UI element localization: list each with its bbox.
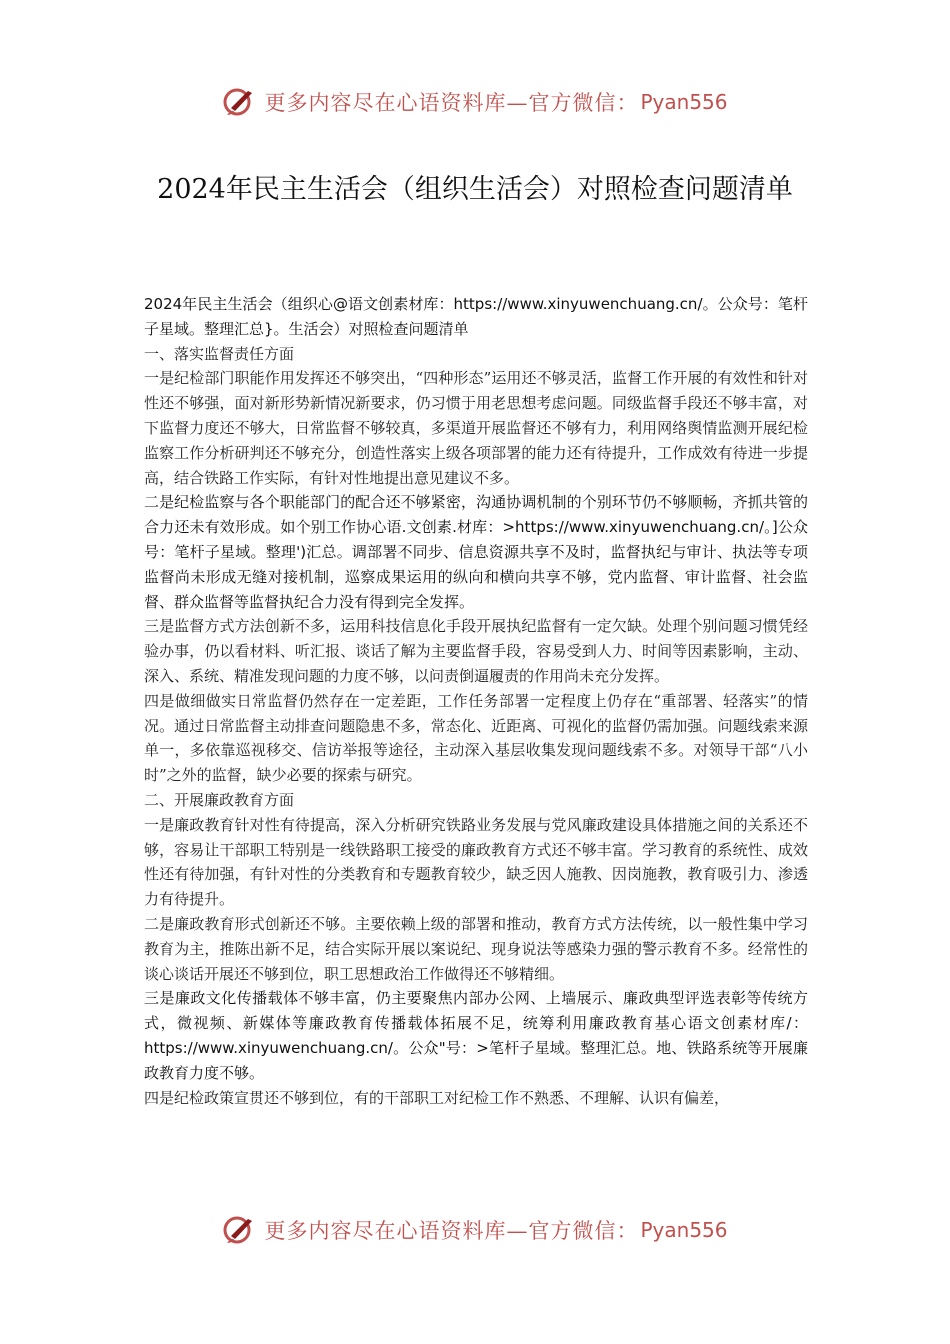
banner-text: 更多内容尽在心语资料库—官方微信： [264,91,639,115]
section-heading: 二、开展廉政教育方面 [144,790,295,809]
body-paragraph: 三是廉政文化传播载体不够丰富，仍主要聚焦内部办公网、上墙展示、廉政典型评选表彰等传统方式，微视频、新媒体等廉政教育传播载体拓展不足，统筹利用廉政教育基心语文创素材库/：https://www.xinyuwenchuang.cn/。公众"号：>笔杆子星域。整理汇总。地、铁路系统等开展廉政教育力度不够。 [144,989,808,1082]
brush-logo-icon [222,1212,258,1248]
body-paragraph: 二是纪检监察与各个职能部门的配合还不够紧密，沟通协调机制的个别环节仍不够顺畅，齐抓共管的合力还未有效形成。如个别工作协心语.文创素.材库：>https://www.xinyuwenchuang.cn/。]公众号：笔杆子星域。整理')汇总。调部署不同步、信息资源共享不及时，监督执纪与审计、执法等专项监督尚未形成无缝对接机制，巡察成果运用的纵向和横向共享不够，党内监督、审计监督、社会监督、群众监督等监督执纪合力没有得到完全发挥。 [144,493,808,611]
banner-wechat-handle: Pyan556 [640,90,728,114]
body-paragraph: 四是做细做实日常监督仍然存在一定差距，工作任务部署一定程度上仍存在“重部署、轻落实”的情况。通过日常监督主动排查问题隐患不多，常态化、近距离、可视化的监督仍需加强。问题线索来源单一，多依靠巡视移交、信访举报等途径，主动深入基层收集发现问题线索不多。对领导干部“八小时”之外的监督，缺少必要的探索与研究。 [144,691,808,785]
banner-text: 更多内容尽在心语资料库—官方微信： [264,1219,639,1243]
body-paragraph: 二是廉政教育形式创新还不够。主要依赖上级的部署和推动，教育方式方法传统，以一般性集中学习教育为主，推陈出新不足，结合实际开展以案说纪、现身说法等感染力强的警示教育不多。经常性的谈心谈话开展还不够到位，职工思想政治工作做得还不够精细。 [144,914,808,983]
document-title: 2024年民主生活会（组织生活会）对照检查问题清单 [157,174,793,206]
section-heading: 一、落实监督责任方面 [144,344,295,363]
body-paragraph: 一是廉政教育针对性有待提高，深入分析研究铁路业务发展与党风廉政建设具体措施之间的关系还不够，容易让干部职工特别是一线铁路职工接受的廉政教育方式还不够丰富。学习教育的系统性、成效性还有待加强，有针对性的分类教育和专题教育较少，缺乏因人施教、因岗施教，教育吸引力、渗透力有待提升。 [144,815,808,909]
body-paragraph: 一是纪检部门职能作用发挥还不够突出，“四种形态”运用还不够灵活，监督工作开展的有效性和针对性还不够强，面对新形势新情况新要求，仍习惯于用老思想考虑问题。同级监督手段还不够丰富，对下监督力度还不够大，日常监督不够较真，多渠道开展监督还不够有力，利用网络舆情监测开展纪检监察工作分析研判还不够充分，创造性落实上级各项部署的能力还有待提升，工作成效有待进一步提高，结合铁路工作实际，有针对性地提出意见建议不多。 [144,369,808,487]
document-body [144,292,808,1110]
body-paragraph: 四是纪检政策宣贯还不够到位，有的干部职工对纪检工作不熟悉、不理解、认识有偏差， [144,1088,730,1107]
header-watermark-banner [0,80,950,124]
intro-paragraph: 2024年民主生活会（组织心@语文创素材库：https://www.xinyuwenchuang.cn/。公众号：笔杆子星域。整理汇总}。生活会）对照检查问题清单 [144,295,808,338]
footer-watermark-banner [0,1208,950,1252]
banner-wechat-handle: Pyan556 [640,1218,728,1242]
brush-logo-icon [222,84,258,120]
body-paragraph: 三是监督方式方法创新不多，运用科技信息化手段开展执纪监督有一定欠缺。处理个别问题习惯凭经验办事，仍以看材料、听汇报、谈话了解为主要监督手段，容易受到人力、时间等因素影响，主动、深入、系统、精准发现问题的力度不够，以问责倒逼履责的作用尚未充分发挥。 [144,617,808,685]
